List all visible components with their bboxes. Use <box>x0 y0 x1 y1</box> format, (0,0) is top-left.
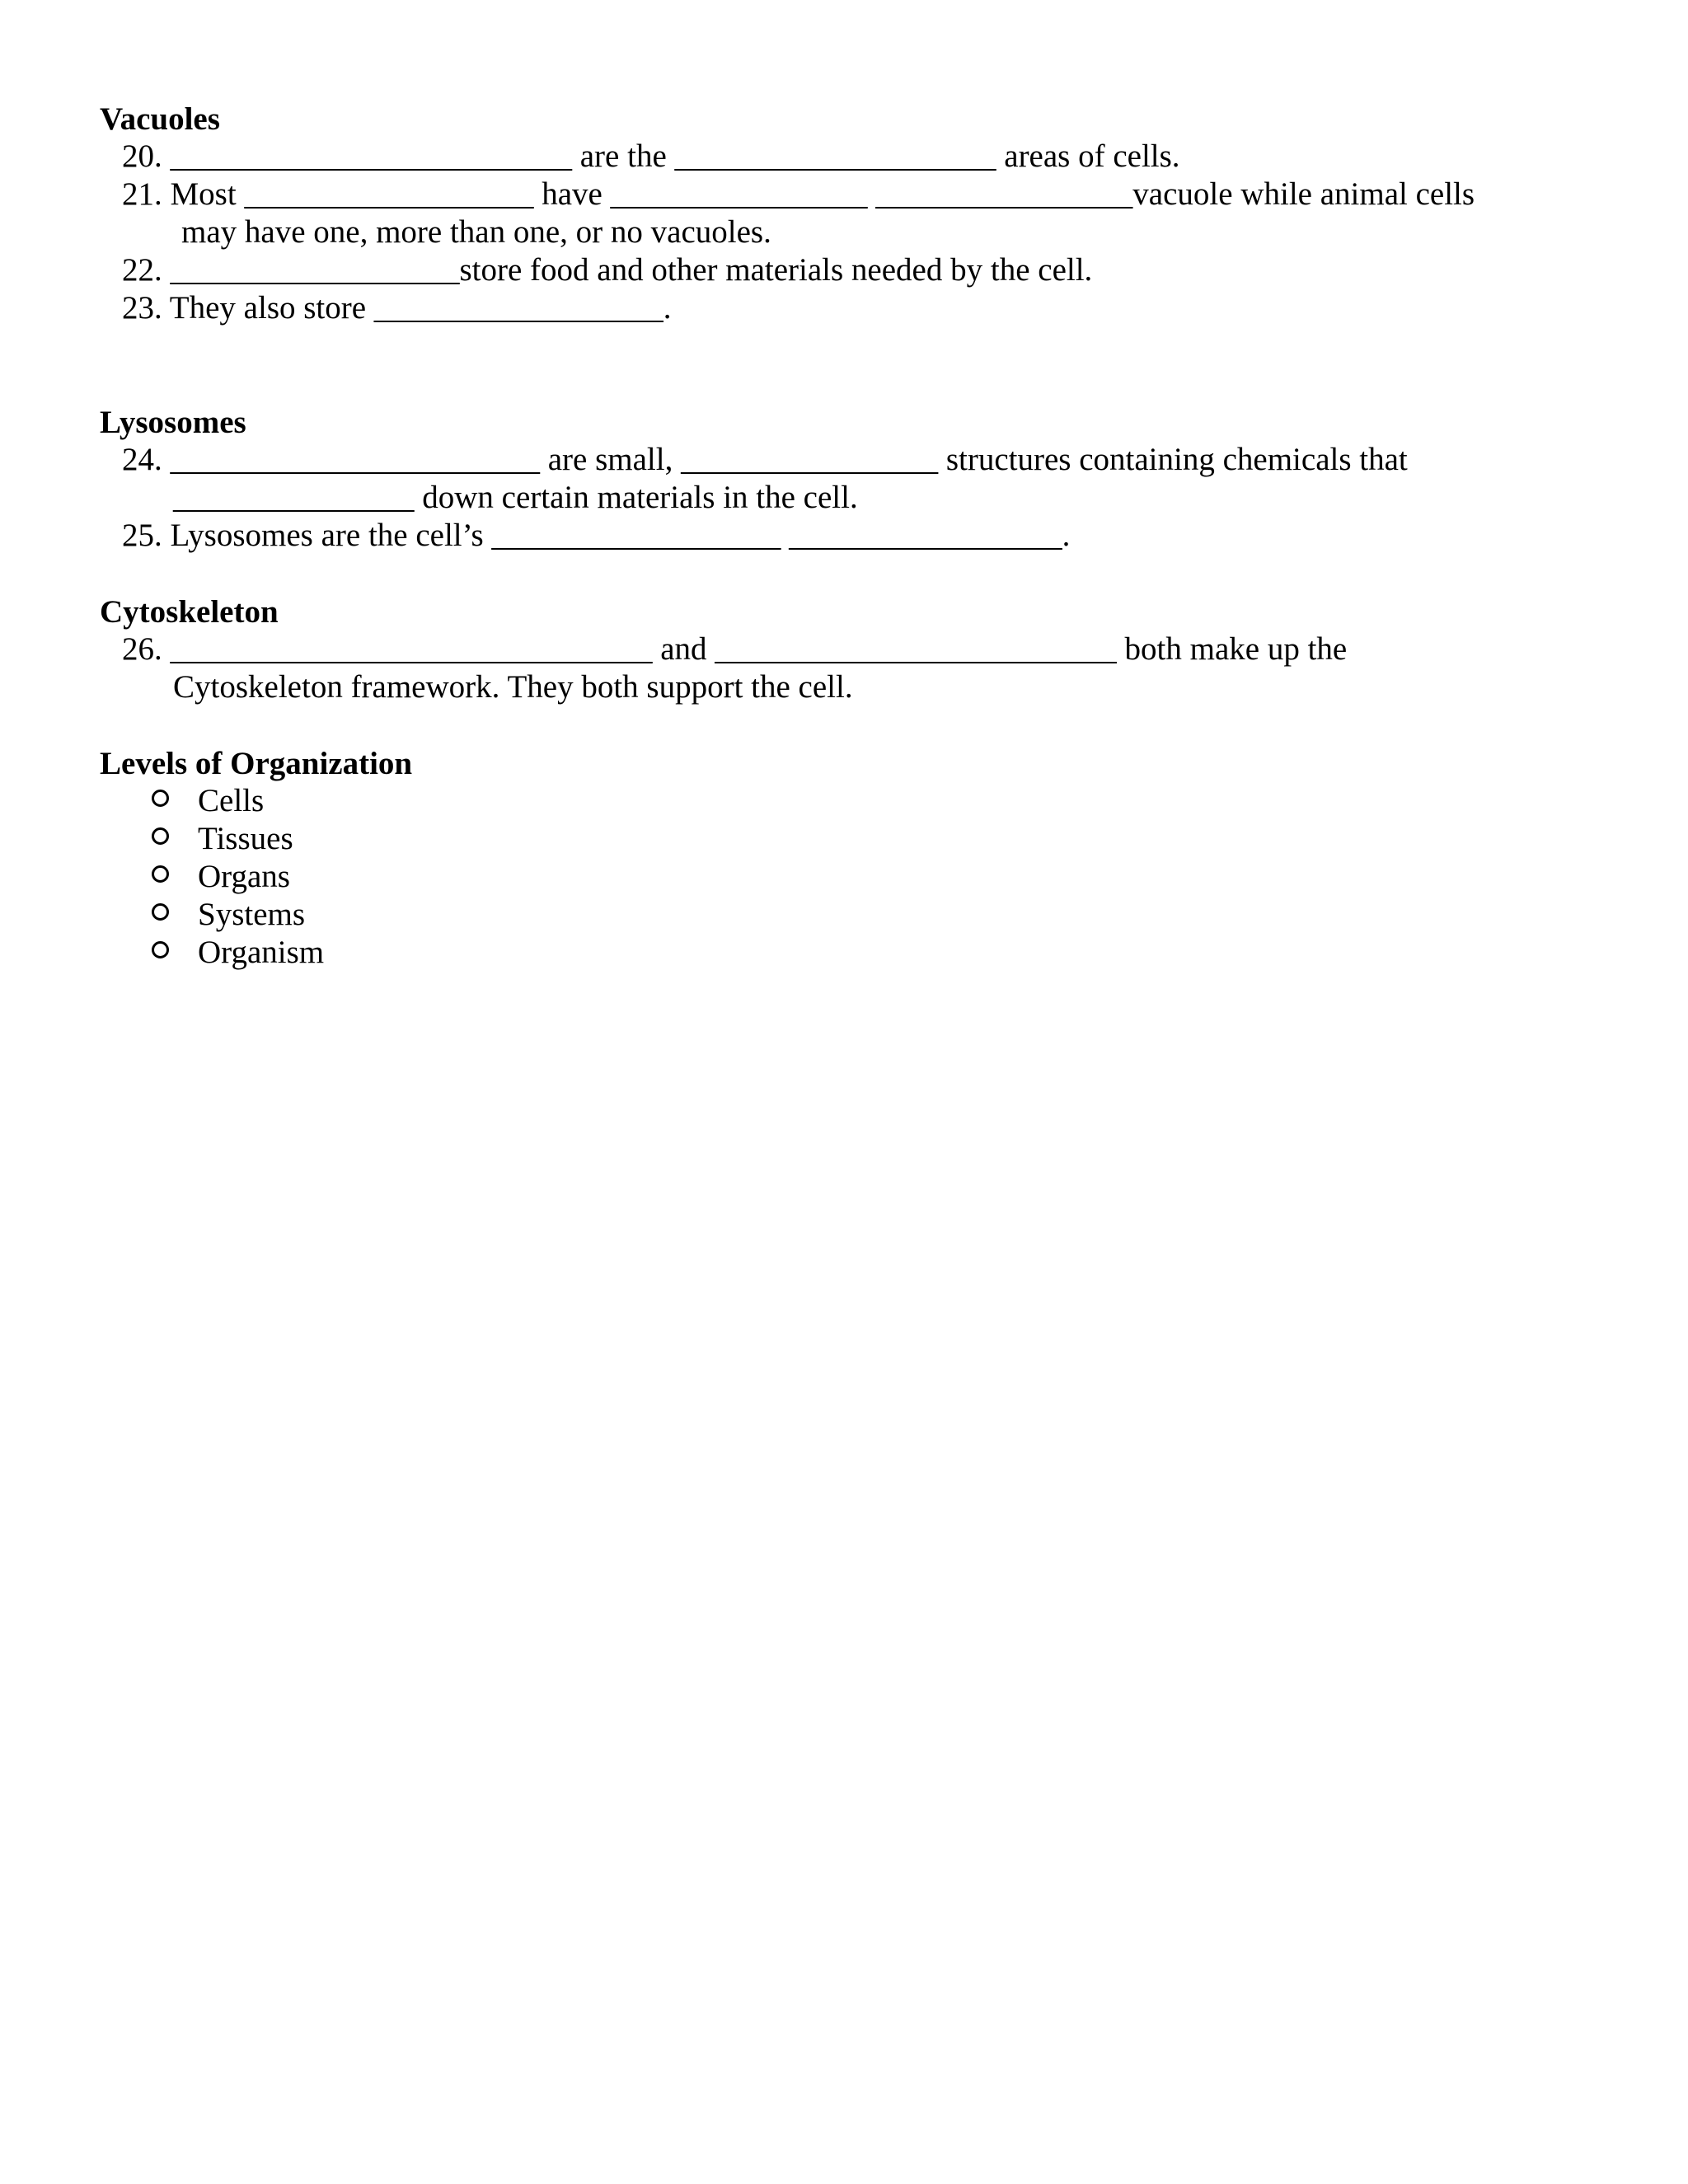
circle-bullet-icon <box>152 865 169 883</box>
list-item-label: Systems <box>198 897 306 932</box>
circle-bullet-icon <box>152 941 169 958</box>
section-heading-cytoskeleton: Cytoskeleton <box>100 594 279 630</box>
question-21-line-1: 21. Most __________________ have ________________ ________________vacuole while animal cells <box>122 176 1475 212</box>
question-21-line-2: may have one, more than one, or no vacuoles. <box>181 214 771 250</box>
question-22: 22. __________________store food and other materials needed by the cell. <box>122 252 1093 288</box>
section-heading-lysosomes: Lysosomes <box>100 405 246 440</box>
list-item-label: Organism <box>198 935 325 970</box>
question-23: 23. They also store __________________. <box>122 290 672 326</box>
circle-bullet-icon <box>152 827 169 845</box>
section-heading-vacuoles: Vacuoles <box>100 101 220 137</box>
question-25: 25. Lysosomes are the cell’s __________________ _________________. <box>122 518 1071 553</box>
question-20: 20. _________________________ are the ____________________ areas of cells. <box>122 138 1180 174</box>
list-item-label: Tissues <box>198 821 293 856</box>
list-item-label: Cells <box>198 783 265 818</box>
list-item-label: Organs <box>198 859 290 894</box>
circle-bullet-icon <box>152 790 169 807</box>
section-heading-levels-of-organization: Levels of Organization <box>100 746 413 781</box>
question-26-line-1: 26. ______________________________ and _________________________ both make up the <box>122 631 1348 667</box>
question-24-line-1: 24. _______________________ are small, ________________ structures containing chemicals that <box>122 442 1408 477</box>
question-26-line-2: Cytoskeleton framework. They both support the cell. <box>173 669 853 705</box>
question-24-line-2: _______________ down certain materials in the cell. <box>173 480 858 515</box>
circle-bullet-icon <box>152 903 169 921</box>
